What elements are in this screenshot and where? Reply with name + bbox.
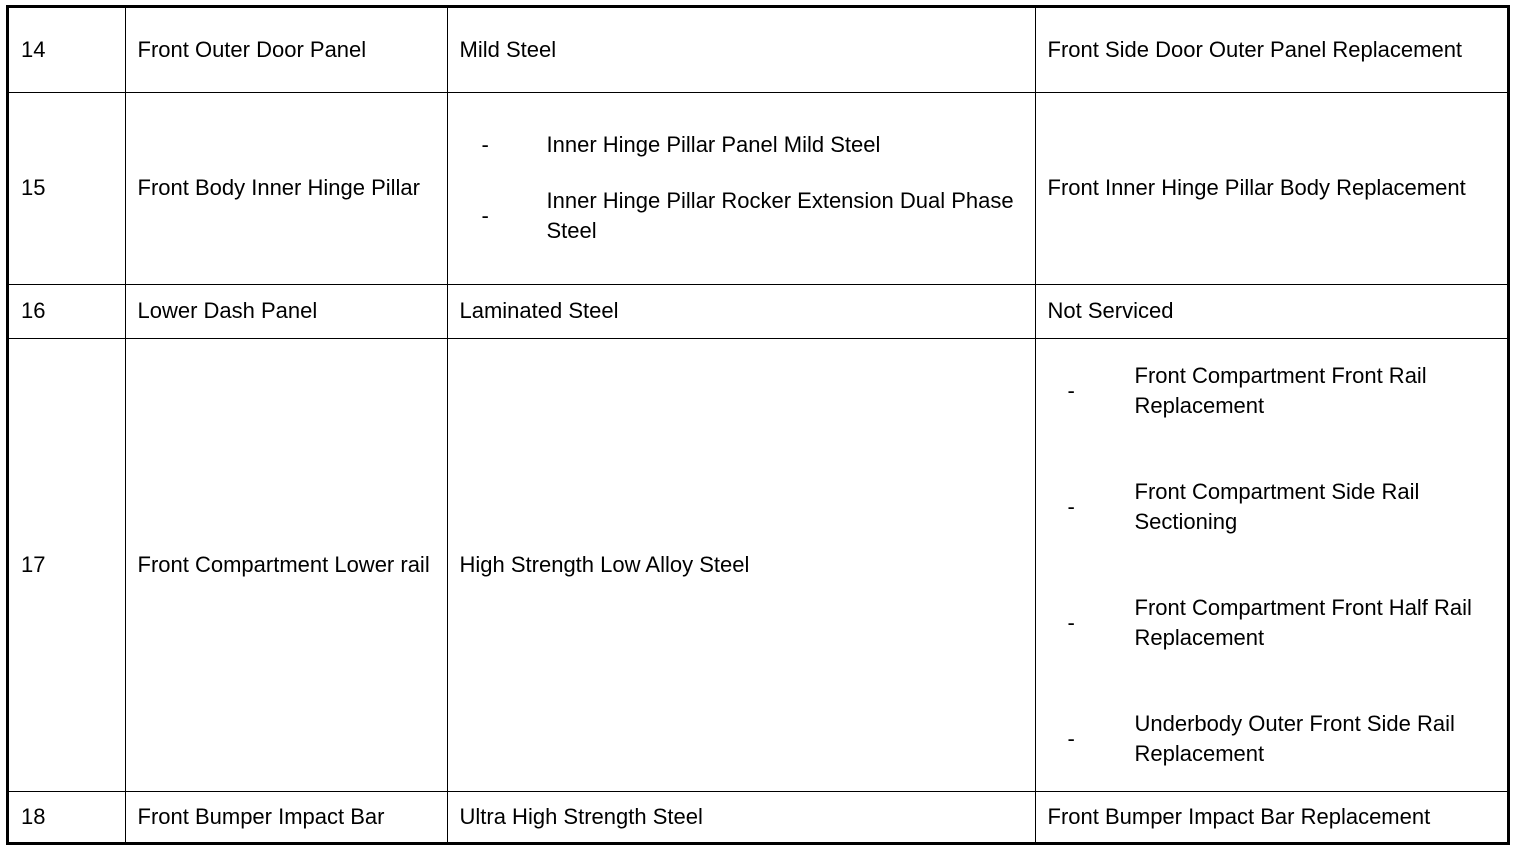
dash-bullet: - (1067, 493, 1075, 519)
material: Laminated Steel (447, 284, 1035, 338)
table-row (9, 338, 1507, 791)
repair-item-text: Front Compartment Side Rail Sectioning (1134, 478, 1420, 534)
list-item (482, 186, 1023, 246)
dash-bullet: - (481, 203, 489, 228)
item-number: 15 (9, 92, 125, 284)
material-list (460, 130, 1023, 246)
repair-procedure: Not Serviced (1035, 284, 1507, 338)
part-name: Front Bumper Impact Bar (125, 791, 447, 842)
item-number: 16 (9, 284, 125, 338)
list-item (1068, 709, 1496, 769)
table-row (9, 284, 1507, 338)
part-name: Front Compartment Lower rail (125, 338, 447, 791)
item-number: 18 (9, 791, 125, 842)
parts-table (9, 8, 1507, 842)
repair-cell (1035, 338, 1507, 791)
repair-list (1048, 361, 1496, 769)
item-number: 14 (9, 8, 125, 92)
material: High Strength Low Alloy Steel (447, 338, 1035, 791)
repair-procedure: Front Side Door Outer Panel Replacement (1035, 8, 1507, 92)
list-item (1068, 593, 1496, 653)
repair-item-text: Front Compartment Front Half Rail Replacement (1134, 594, 1472, 650)
repair-procedure: Front Inner Hinge Pillar Body Replacement (1035, 92, 1507, 284)
dash-bullet: - (481, 132, 489, 157)
table-row (9, 8, 1507, 92)
table-row (9, 791, 1507, 842)
repair-procedure: Front Bumper Impact Bar Replacement (1035, 791, 1507, 842)
part-name: Lower Dash Panel (125, 284, 447, 338)
dash-bullet: - (1067, 725, 1075, 751)
repair-item-text: Underbody Outer Front Side Rail Replacement (1134, 710, 1455, 766)
material: Ultra High Strength Steel (447, 791, 1035, 842)
part-name: Front Body Inner Hinge Pillar (125, 92, 447, 284)
dash-bullet: - (1067, 377, 1075, 403)
list-item (1068, 361, 1496, 421)
material-item-text: Inner Hinge Pillar Rocker Extension Dual Phase Steel (546, 188, 1014, 243)
list-item (482, 130, 1023, 160)
part-name: Front Outer Door Panel (125, 8, 447, 92)
material-cell (447, 92, 1035, 284)
material-item-text: Inner Hinge Pillar Panel Mild Steel (546, 132, 881, 157)
repair-item-text: Front Compartment Front Rail Replacement (1134, 362, 1427, 418)
material: Mild Steel (447, 8, 1035, 92)
table-row (9, 92, 1507, 284)
dash-bullet: - (1067, 609, 1075, 635)
item-number: 17 (9, 338, 125, 791)
list-item (1068, 477, 1496, 537)
parts-table-frame (6, 5, 1510, 845)
